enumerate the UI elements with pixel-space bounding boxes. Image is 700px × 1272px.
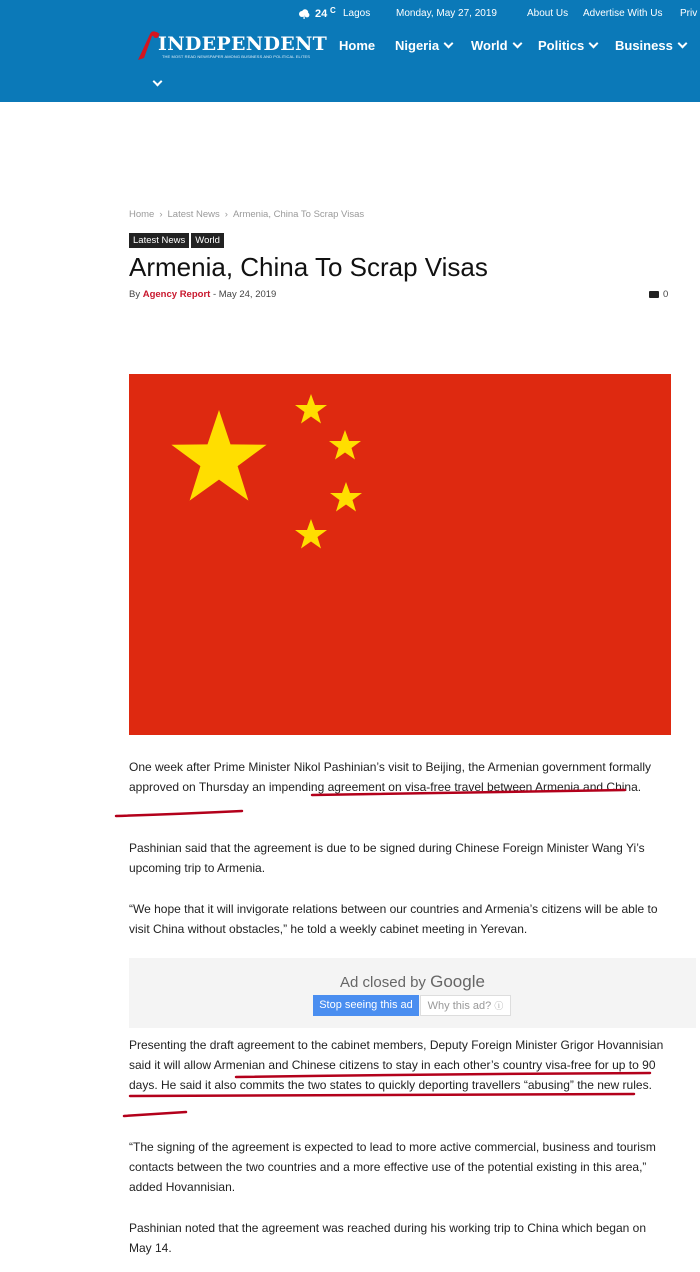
paragraph-5: “The signing of the agreement is expected to lead to more active commercial, business and tourism contacts between the two countries and a more effective use of the potential existing in this area,” added Hovannisian. — [129, 1140, 656, 1194]
breadcrumb-current: Armenia, China To Scrap Visas — [232, 209, 365, 220]
why-this-ad-button[interactable]: Why this ad? ⓘ — [420, 995, 511, 1016]
advertise-link[interactable]: Advertise With Us — [583, 8, 663, 19]
temperature-unit: C — [330, 6, 336, 15]
paragraph-3: “We hope that it will invigorate relations between our countries and Armenia’s citizens will be able to visit China without obstacles,” he told a weekly cabinet meeting in Yerevan. — [129, 902, 658, 936]
category-tags — [129, 230, 226, 248]
comment-icon — [649, 291, 659, 298]
privacy-link[interactable]: Priv — [680, 8, 698, 19]
chevron-down-icon — [677, 39, 687, 49]
top-bar — [0, 6, 700, 22]
underline-mark — [124, 1112, 186, 1116]
nav-nigeria[interactable]: Nigeria — [395, 38, 452, 53]
more-menu-chevron-icon[interactable] — [153, 77, 163, 87]
publish-date: May 24, 2019 — [218, 289, 277, 300]
breadcrumb-home[interactable]: Home — [129, 209, 155, 220]
breadcrumb-latest-news[interactable]: Latest News — [167, 209, 220, 220]
nav-business[interactable]: Business — [615, 38, 686, 53]
chevron-right-icon: › — [159, 209, 163, 220]
nav-politics[interactable]: Politics — [538, 38, 597, 53]
paragraph-4: Presenting the draft agreement to the cabinet members, Deputy Foreign Minister Grigor Hovannisian said it will allow Armenian and Chinese citizens to stay in each other’s country visa-free for up to 90 days. He said it also commits the two states to quickly deporting travellers “abusing” the new rules. — [129, 1038, 664, 1092]
info-icon: ⓘ — [494, 1001, 504, 1011]
article-title: Armenia, China To Scrap Visas — [129, 252, 488, 282]
logo-tagline: THE MOST READ NEWSPAPER AMONG BUSINESS AND POLITICAL ELITES — [162, 54, 311, 59]
about-link[interactable]: About Us — [527, 8, 569, 19]
nav-home[interactable]: Home — [339, 38, 376, 53]
byline-by: By — [129, 289, 141, 300]
highlighted-text: an impending agreement on visa-free travel between Armenia and China. — [248, 780, 642, 794]
site-logo[interactable] — [136, 30, 328, 64]
article-image-flag-of-china — [129, 374, 671, 735]
chevron-down-icon — [444, 39, 454, 49]
chevron-down-icon — [589, 39, 599, 49]
chevron-down-icon — [512, 39, 522, 49]
current-date: Monday, May 27, 2019 — [396, 8, 497, 19]
category-world[interactable]: World — [191, 233, 224, 248]
date-separator: - — [212, 289, 217, 300]
logo-text: INDEPENDENT — [158, 33, 328, 55]
paragraph-1: One week after Prime Minister Nikol Pashinian’s visit to Beijing, the Armenian government formally approved on Thursday an impending agreement on visa-free travel between Armenia and China. — [129, 760, 651, 794]
stop-seeing-ad-button[interactable]: Stop seeing this ad — [313, 995, 419, 1016]
chevron-right-icon: › — [224, 209, 228, 220]
google-wordmark: Google — [430, 972, 485, 991]
nav-world[interactable]: World — [471, 38, 521, 53]
author-link[interactable]: Agency Report — [142, 289, 211, 300]
location: Lagos — [343, 8, 371, 19]
site-header — [0, 0, 700, 102]
comments-link[interactable] — [649, 289, 668, 300]
category-latest-news[interactable]: Latest News — [129, 233, 189, 248]
underline-mark — [116, 811, 242, 816]
temperature: 24 — [315, 8, 328, 20]
ad-closed-text: Ad closed by Google — [340, 972, 485, 991]
cloud-icon — [298, 8, 310, 20]
breadcrumb — [129, 209, 364, 220]
ad-closed-box — [129, 958, 696, 1028]
paragraph-6: Pashinian noted that the agreement was reached during his working trip to China which began on May 14. — [129, 1221, 646, 1255]
paragraph-2: Pashinian said that the agreement is due to be signed during Chinese Foreign Minister Wang Yi’s upcoming trip to Armenia. — [129, 841, 645, 875]
comment-count: 0 — [663, 289, 669, 300]
highlighted-text: will allow Armenian and Chinese citizens to stay in each other’s country visa-free for up to 90 days. He said it also commits the two states to quickly deporting travellers — [129, 1058, 656, 1092]
byline — [129, 289, 276, 300]
